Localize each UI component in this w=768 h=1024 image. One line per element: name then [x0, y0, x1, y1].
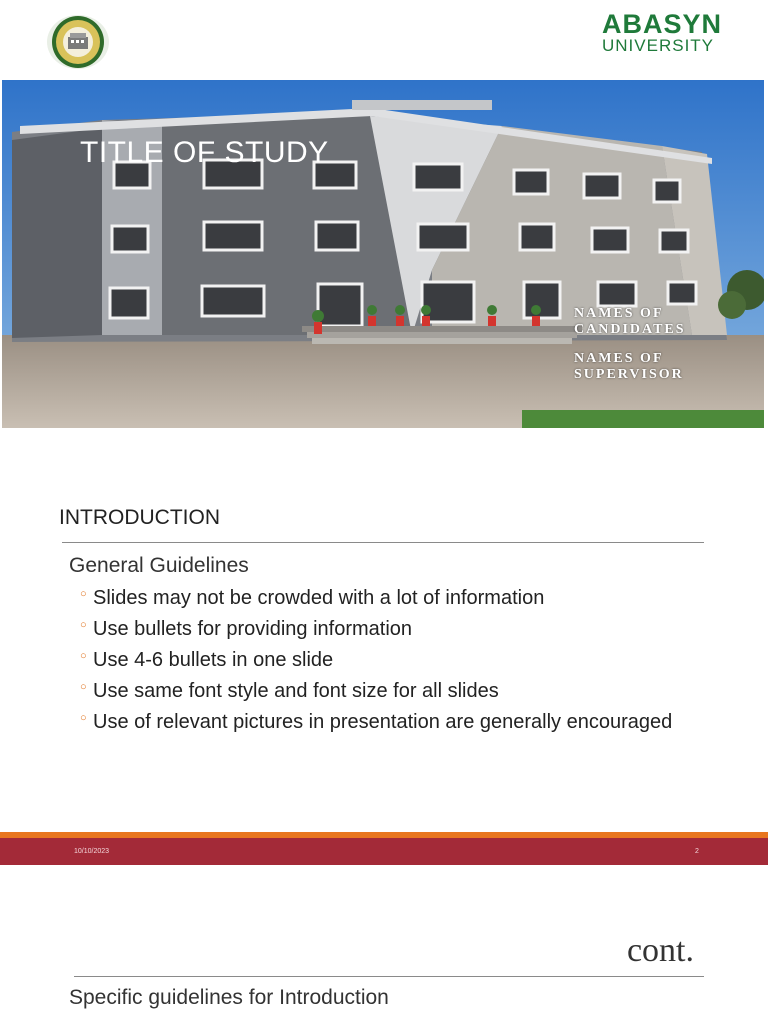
- heading-divider: [62, 542, 704, 543]
- list-item-text: Use 4-6 bullets in one slide: [93, 649, 334, 671]
- candidates-label-line1: NAMES OF: [574, 306, 664, 321]
- candidates-names-label: [574, 306, 686, 338]
- list-item-text: Use same font style and font size for all slides: [93, 680, 499, 702]
- footer-date: 10/10/2023: [74, 848, 110, 855]
- list-item: [80, 615, 680, 643]
- footer-page-number: 2: [695, 848, 699, 855]
- supervisor-names-label: [574, 351, 684, 383]
- bullet-circle-icon: ○: [80, 712, 87, 724]
- abasyn-university-logo: [600, 6, 768, 76]
- slide-heading: INTRODUCTION: [59, 506, 220, 529]
- slide-heading: cont.: [626, 932, 694, 969]
- bullet-circle-icon: ○: [80, 650, 87, 662]
- list-item: [80, 708, 680, 736]
- introduction-slide: [0, 470, 768, 870]
- supervisor-label-line2: SUPERVISOR: [574, 367, 684, 382]
- heading-divider: [74, 976, 704, 977]
- list-item-text: Use bullets for providing information: [93, 618, 413, 640]
- bullet-circle-icon: ○: [80, 588, 87, 600]
- list-item-text: Slides may not be crowded with a lot of information: [93, 587, 545, 609]
- title-slide: [0, 0, 768, 430]
- logo-text-abasyn: ABASYN: [602, 9, 723, 39]
- logo-text-university: UNIVERSITY: [602, 36, 715, 55]
- guidelines-list: [80, 584, 680, 739]
- title-of-study: TITLE OF STUDY: [80, 136, 329, 169]
- bullet-circle-icon: ○: [80, 619, 87, 631]
- list-item: [80, 584, 680, 612]
- slide-footer-bar: [0, 838, 768, 865]
- continuation-slide: [0, 880, 768, 1024]
- candidates-label-line2: CANDIDATES: [574, 322, 686, 337]
- supervisor-label-line1: NAMES OF: [574, 351, 664, 366]
- university-seal-logo: [46, 14, 110, 70]
- list-item: [80, 677, 680, 705]
- slide-subheading: General Guidelines: [69, 554, 249, 577]
- bullet-circle-icon: ○: [80, 681, 87, 693]
- list-item: [80, 646, 680, 674]
- slide-subheading: Specific guidelines for Introduction: [69, 986, 389, 1009]
- list-item-text: Use of relevant pictures in presentation are generally encouraged: [93, 711, 673, 733]
